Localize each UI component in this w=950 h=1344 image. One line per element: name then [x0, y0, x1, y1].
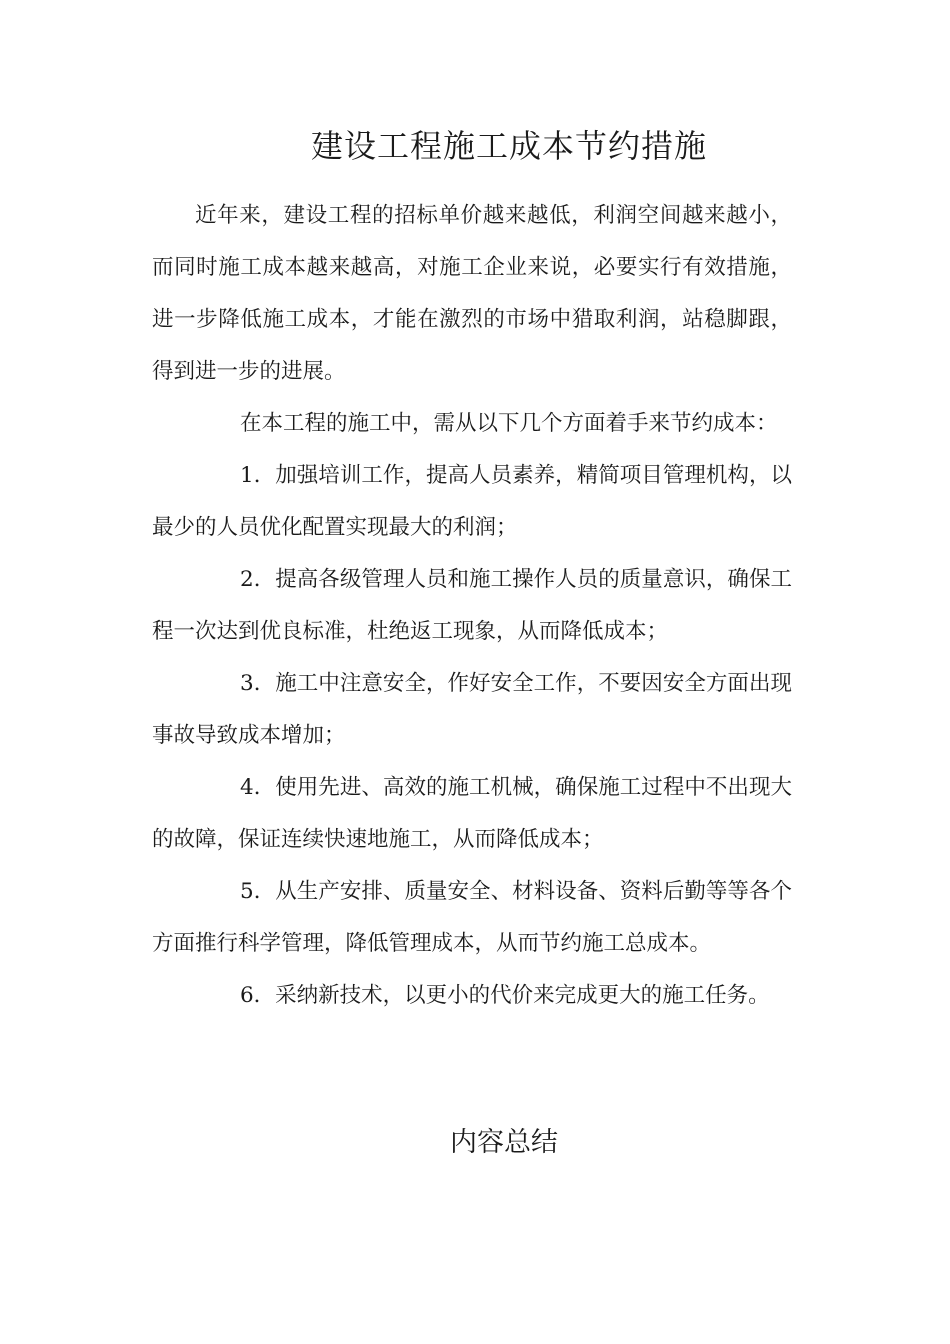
measure-item-1: 1．加强培训工作，提高人员素养，精简项目管理机构，以最少的人员优化配置实现最大的利润；: [152, 463, 792, 540]
document-body: [152, 190, 792, 1022]
measure-item-3: 3．施工中注意安全，作好安全工作，不要因安全方面出现事故导致成本增加；: [152, 671, 792, 748]
document-title: 建设工程施工成本节约措施: [310, 127, 707, 165]
lead-paragraph: 在本工程的施工中，需从以下几个方面着手来节约成本：: [240, 411, 778, 436]
measure-item-6: 6．采纳新技术，以更小的代价来完成更大的施工任务。: [240, 983, 770, 1008]
summary-heading: 内容总结: [450, 1127, 558, 1158]
measure-item-2: 2．提高各级管理人员和施工操作人员的质量意识，确保工程一次达到优良标准，杜绝返工现象，从而降低成本；: [152, 567, 792, 644]
measure-item-4: 4．使用先进、高效的施工机械，确保施工过程中不出现大的故障，保证连续快速地施工，从而降低成本；: [152, 775, 792, 852]
measure-item-5: 5．从生产安排、质量安全、材料设备、资料后勤等等各个方面推行科学管理，降低管理成本，从而节约施工总成本。: [152, 879, 792, 956]
intro-paragraph: 近年来，建设工程的招标单价越来越低，利润空间越来越小，而同时施工成本越来越高，对施工企业来说，必要实行有效措施，进一步降低施工成本，才能在激烈的市场中猎取利润，站稳脚跟，得到进一步的进展。: [152, 203, 792, 384]
